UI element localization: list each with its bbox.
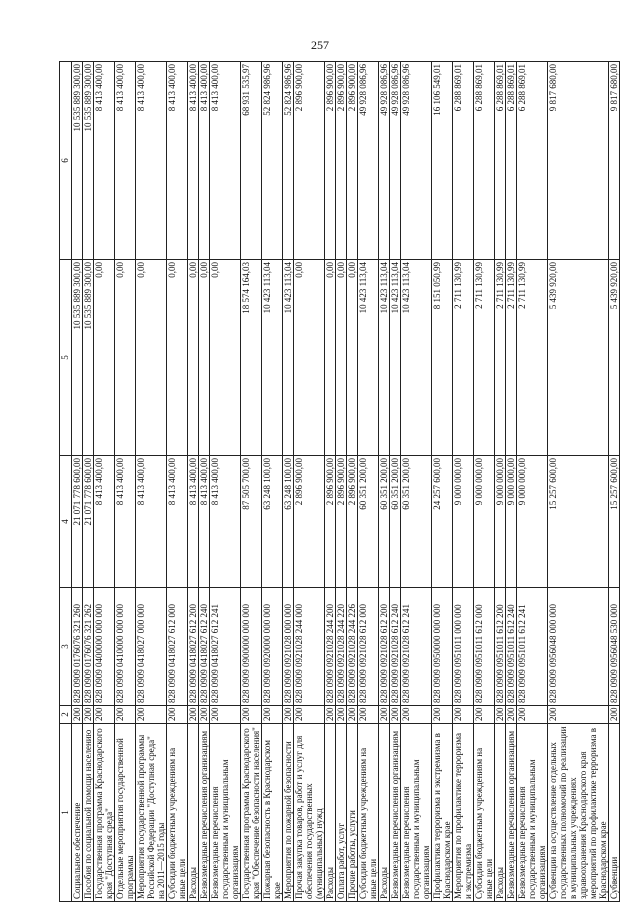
row-assigned: 8 413 400,00	[94, 456, 115, 588]
table-row	[336, 62, 347, 902]
row-executed: 0,00	[210, 260, 241, 456]
row-remaining: 8 413 400,00	[115, 62, 136, 260]
row-description: Пожарная безопасность в Краснодарском крае	[262, 724, 283, 902]
row-description: Государственная программа Краснодарского края "Обеспечение безопасности населения"	[241, 724, 262, 902]
row-assigned: 9 000 000,00	[474, 456, 495, 588]
row-classification-code: 828 0909 0921028 244 200	[325, 588, 336, 706]
table-row	[401, 62, 432, 902]
row-executed: 10 423 113,04	[401, 260, 432, 456]
header-col-2: 2	[60, 706, 72, 724]
row-classification-code: 828 0909 0921028 244 226	[347, 588, 358, 706]
row-assigned: 60 351 200,00	[358, 456, 379, 588]
row-description: Социальное обеспечение	[72, 724, 83, 902]
row-assigned: 63 248 100,00	[283, 456, 294, 588]
row-assigned: 9 000 000,00	[517, 456, 548, 588]
row-executed: 8 151 050,99	[432, 260, 453, 456]
row-classification-code: 828 0909 0418027 000 000	[136, 588, 167, 706]
row-classification-code: 828 0909 0418027 612 200	[188, 588, 199, 706]
row-description: Безвозмездные перечисления организациям	[506, 724, 517, 902]
row-classification-code: 828 0909 0410000 000 000	[115, 588, 136, 706]
row-classification-code: 828 0909 0951011 612 241	[517, 588, 548, 706]
row-executed: 10 535 889 300,00	[72, 260, 83, 456]
row-remaining: 2 896 900,00	[294, 62, 325, 260]
row-admin-code: 200	[188, 706, 199, 724]
table-row	[115, 62, 136, 902]
row-admin-code: 200	[517, 706, 548, 724]
row-admin-code: 200	[167, 706, 188, 724]
row-classification-code: 828 0909 0921028 244 000	[294, 588, 325, 706]
row-assigned: 9 000 000,00	[453, 456, 474, 588]
row-admin-code: 200	[210, 706, 241, 724]
row-description: Прочие работы, услуги	[347, 724, 358, 902]
table-row	[358, 62, 379, 902]
row-assigned: 21 071 778 600,00	[83, 456, 94, 588]
row-admin-code: 200	[294, 706, 325, 724]
row-classification-code: 828 0909 0418027 612 240	[199, 588, 210, 706]
table-row	[609, 62, 620, 902]
rotated-table-frame	[59, 62, 619, 902]
row-executed: 2 711 130,99	[453, 260, 474, 456]
row-admin-code: 200	[325, 706, 336, 724]
table-row	[294, 62, 325, 902]
row-admin-code: 200	[199, 706, 210, 724]
row-classification-code: 828 0909 0951011 612 200	[495, 588, 506, 706]
row-classification-code: 828 0909 0921028 612 000	[358, 588, 379, 706]
row-description: Субвенции на осуществление отдельных государственных полномочий по реализации в муниципальных учреждениях здравоохранения Краснодарского края мероприятий по профилактике терроризма в Краснодарском крае	[548, 724, 609, 902]
row-assigned: 24 257 600,00	[432, 456, 453, 588]
row-classification-code: 828 0909 0920000 000 000	[262, 588, 283, 706]
row-description: Мероприятия государственной программы Российской Федерации "Доступная среда" на 2011—2015 годы	[136, 724, 167, 902]
row-executed: 10 535 889 300,00	[83, 260, 94, 456]
row-description: Субвенции	[609, 724, 620, 902]
row-remaining: 6 288 869,01	[474, 62, 495, 260]
table-row	[325, 62, 336, 902]
row-remaining: 6 288 869,01	[506, 62, 517, 260]
table-row	[474, 62, 495, 902]
row-assigned: 63 248 100,00	[262, 456, 283, 588]
row-description: Расходы	[379, 724, 390, 902]
row-remaining: 8 413 400,00	[199, 62, 210, 260]
row-admin-code: 200	[94, 706, 115, 724]
row-executed: 10 423 113,04	[390, 260, 401, 456]
row-remaining: 2 896 900,00	[325, 62, 336, 260]
row-executed: 2 711 130,99	[517, 260, 548, 456]
row-assigned: 2 896 900,00	[336, 456, 347, 588]
row-description: Оплата работ, услуг	[336, 724, 347, 902]
row-executed: 10 423 113,04	[358, 260, 379, 456]
row-remaining: 2 896 900,00	[336, 62, 347, 260]
row-remaining: 49 928 086,96	[379, 62, 390, 260]
row-classification-code: 828 0909 0956048 000 000	[548, 588, 609, 706]
row-remaining: 49 928 086,96	[390, 62, 401, 260]
table-row	[495, 62, 506, 902]
row-remaining: 52 824 986,96	[262, 62, 283, 260]
row-description: Прочая закупка товаров, работ и услуг для обеспечения государственных (муниципальных) нужд	[294, 724, 325, 902]
row-admin-code: 200	[432, 706, 453, 724]
row-assigned: 8 413 400,00	[167, 456, 188, 588]
row-remaining: 6 288 869,01	[495, 62, 506, 260]
row-executed: 2 711 130,99	[474, 260, 495, 456]
table-row	[453, 62, 474, 902]
row-admin-code: 200	[115, 706, 136, 724]
row-executed: 0,00	[188, 260, 199, 456]
row-executed: 10 423 113,04	[379, 260, 390, 456]
table-row	[199, 62, 210, 902]
row-executed: 0,00	[167, 260, 188, 456]
row-description: Расходы	[188, 724, 199, 902]
row-remaining: 68 931 535,97	[241, 62, 262, 260]
row-classification-code: 828 0909 0956048 530 000	[609, 588, 620, 706]
row-description: Субсидии бюджетным учреждениям на иные цели	[167, 724, 188, 902]
rotated-table-container	[59, 62, 619, 902]
row-classification-code: 828 0909 0921028 244 220	[336, 588, 347, 706]
table-row	[136, 62, 167, 902]
table-body	[72, 62, 620, 902]
row-remaining: 8 413 400,00	[188, 62, 199, 260]
row-executed: 2 711 130,99	[506, 260, 517, 456]
row-remaining: 6 288 869,01	[517, 62, 548, 260]
row-executed: 0,00	[336, 260, 347, 456]
row-admin-code: 200	[609, 706, 620, 724]
row-executed: 0,00	[115, 260, 136, 456]
row-assigned: 8 413 400,00	[136, 456, 167, 588]
row-executed: 0,00	[94, 260, 115, 456]
row-classification-code: 828 0909 0900000 000 000	[241, 588, 262, 706]
row-admin-code: 200	[336, 706, 347, 724]
table-header-row	[60, 62, 72, 902]
row-executed: 0,00	[294, 260, 325, 456]
row-assigned: 2 896 900,00	[325, 456, 336, 588]
row-classification-code: 828 0909 0921028 612 200	[379, 588, 390, 706]
table-row	[262, 62, 283, 902]
table-row	[72, 62, 83, 902]
row-admin-code: 200	[453, 706, 474, 724]
table-row	[283, 62, 294, 902]
row-description: Безвозмездные перечисления организациям	[390, 724, 401, 902]
row-assigned: 8 413 400,00	[188, 456, 199, 588]
row-assigned: 60 351 200,00	[379, 456, 390, 588]
row-description: Расходы	[325, 724, 336, 902]
row-admin-code: 200	[347, 706, 358, 724]
row-description: Профилактика терроризма и экстремизма в Краснодарском крае	[432, 724, 453, 902]
table-row	[94, 62, 115, 902]
row-executed: 0,00	[136, 260, 167, 456]
table-row	[167, 62, 188, 902]
row-remaining: 49 928 086,96	[401, 62, 432, 260]
row-remaining: 8 413 400,00	[167, 62, 188, 260]
table-row	[347, 62, 358, 902]
row-description: Пособия по социальной помощи населению	[83, 724, 94, 902]
row-classification-code: 828 0909 0921028 612 240	[390, 588, 401, 706]
row-admin-code: 200	[401, 706, 432, 724]
row-classification-code: 828 0909 0176076 321 262	[83, 588, 94, 706]
row-classification-code: 828 0909 0400000 000 000	[94, 588, 115, 706]
row-description: Государственная программа Краснодарского края "Доступная среда"	[94, 724, 115, 902]
row-admin-code: 200	[262, 706, 283, 724]
header-col-5: 5	[60, 260, 72, 456]
row-admin-code: 200	[358, 706, 379, 724]
row-admin-code: 200	[474, 706, 495, 724]
row-executed: 5 439 920,00	[609, 260, 620, 456]
row-classification-code: 828 0909 0921028 000 000	[283, 588, 294, 706]
row-classification-code: 828 0909 0176076 321 260	[72, 588, 83, 706]
table-row	[210, 62, 241, 902]
row-description: Субсидии бюджетным учреждениям на иные цели	[474, 724, 495, 902]
row-remaining: 52 824 986,96	[283, 62, 294, 260]
row-assigned: 60 351 200,00	[390, 456, 401, 588]
table-row	[83, 62, 94, 902]
row-remaining: 8 413 400,00	[94, 62, 115, 260]
row-remaining: 8 413 400,00	[136, 62, 167, 260]
row-classification-code: 828 0909 0950000 000 000	[432, 588, 453, 706]
row-classification-code: 828 0909 0921028 612 241	[401, 588, 432, 706]
row-description: Безвозмездные перечисления организациям	[199, 724, 210, 902]
row-remaining: 10 535 889 300,00	[72, 62, 83, 260]
page-number: 257	[311, 38, 329, 52]
row-admin-code: 200	[136, 706, 167, 724]
row-assigned: 2 896 900,00	[347, 456, 358, 588]
row-admin-code: 200	[390, 706, 401, 724]
row-assigned: 21 071 778 600,00	[72, 456, 83, 588]
row-assigned: 8 413 400,00	[199, 456, 210, 588]
row-admin-code: 200	[72, 706, 83, 724]
row-assigned: 9 000 000,00	[506, 456, 517, 588]
row-classification-code: 828 0909 0951011 612 240	[506, 588, 517, 706]
row-admin-code: 200	[548, 706, 609, 724]
row-description: Безвозмездные перечисления государственным и муниципальным организациям	[210, 724, 241, 902]
header-col-4: 4	[60, 456, 72, 588]
row-executed: 2 711 130,99	[495, 260, 506, 456]
row-remaining: 9 817 680,00	[548, 62, 609, 260]
table-row	[432, 62, 453, 902]
table-row	[188, 62, 199, 902]
row-admin-code: 200	[506, 706, 517, 724]
row-executed: 10 423 113,04	[262, 260, 283, 456]
row-executed: 5 439 920,00	[548, 260, 609, 456]
row-executed: 0,00	[199, 260, 210, 456]
row-remaining: 2 896 900,00	[347, 62, 358, 260]
row-executed: 18 574 164,03	[241, 260, 262, 456]
row-description: Мероприятия по пожарной безопасности	[283, 724, 294, 902]
row-remaining: 49 928 086,96	[358, 62, 379, 260]
row-executed: 0,00	[347, 260, 358, 456]
row-executed: 10 423 113,04	[283, 260, 294, 456]
row-classification-code: 828 0909 0951011 612 000	[474, 588, 495, 706]
row-admin-code: 200	[241, 706, 262, 724]
row-executed: 0,00	[325, 260, 336, 456]
row-remaining: 10 535 889 300,00	[83, 62, 94, 260]
row-admin-code: 200	[283, 706, 294, 724]
row-remaining: 8 413 400,00	[210, 62, 241, 260]
header-col-6: 6	[60, 62, 72, 260]
budget-table	[59, 61, 620, 902]
row-assigned: 15 257 600,00	[609, 456, 620, 588]
row-assigned: 15 257 600,00	[548, 456, 609, 588]
row-remaining: 6 288 869,01	[453, 62, 474, 260]
row-assigned: 8 413 400,00	[115, 456, 136, 588]
row-assigned: 9 000 000,00	[495, 456, 506, 588]
row-description: Безвозмездные перечисления государственным и муниципальным организациям	[401, 724, 432, 902]
table-row	[390, 62, 401, 902]
row-description: Расходы	[495, 724, 506, 902]
row-remaining: 9 817 680,00	[609, 62, 620, 260]
row-classification-code: 828 0909 0951011 000 000	[453, 588, 474, 706]
row-assigned: 8 413 400,00	[210, 456, 241, 588]
row-admin-code: 200	[495, 706, 506, 724]
table-row	[517, 62, 548, 902]
row-admin-code: 200	[83, 706, 94, 724]
row-classification-code: 828 0909 0418027 612 000	[167, 588, 188, 706]
row-assigned: 87 505 700,00	[241, 456, 262, 588]
row-description: Мероприятия по профилактике терроризма и экстремизма	[453, 724, 474, 902]
row-classification-code: 828 0909 0418027 612 241	[210, 588, 241, 706]
row-assigned: 2 896 900,00	[294, 456, 325, 588]
table-row	[241, 62, 262, 902]
header-col-3: 3	[60, 588, 72, 706]
row-description: Субсидии бюджетным учреждениям на иные цели	[358, 724, 379, 902]
row-admin-code: 200	[379, 706, 390, 724]
header-col-1: 1	[60, 724, 72, 902]
row-description: Отдельные мероприятия государственной программы	[115, 724, 136, 902]
table-row	[548, 62, 609, 902]
row-remaining: 16 106 549,01	[432, 62, 453, 260]
table-row	[506, 62, 517, 902]
row-assigned: 60 351 200,00	[401, 456, 432, 588]
table-row	[379, 62, 390, 902]
row-description: Безвозмездные перечисления государственным и муниципальным организациям	[517, 724, 548, 902]
